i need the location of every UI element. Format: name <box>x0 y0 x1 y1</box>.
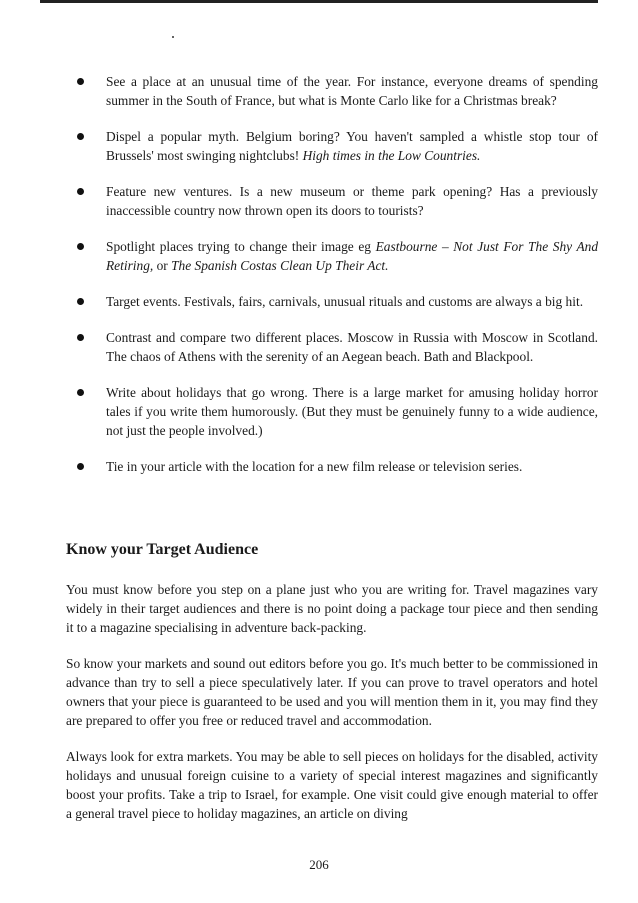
bullet-icon <box>77 133 84 140</box>
top-rule <box>40 0 598 3</box>
bullet-icon <box>77 334 84 341</box>
bullet-text: Spotlight places trying to change their image eg <box>106 239 376 254</box>
bullet-italic-text: High times in the Low Countries. <box>302 148 481 163</box>
paragraph: So know your markets and sound out editors before you go. It's much better to be commissioned in advance than try to sell a piece speculatively later. If you can prove to travel operators and hotel owners that your piece is guaranteed to be used and you will mention them in it, you may find they are prepared to offer you free or reduced travel and accommodation. <box>66 656 598 728</box>
bullet-text: or <box>153 258 172 273</box>
page-number: 206 <box>309 857 329 872</box>
bullet-icon <box>77 298 84 305</box>
list-item <box>0 292 638 311</box>
list-item <box>0 457 638 476</box>
bullet-text: Write about holidays that go wrong. There is a large market for amusing holiday horror tales if you write them humorously. (But they must be genuinely funny to a wide audience, not just the people involved.) <box>106 385 598 438</box>
bullet-icon <box>77 463 84 470</box>
bullet-italic-text: Eastbourne – Not Just For The Shy And Retiring, <box>106 239 599 273</box>
bullet-text: Feature new ventures. Is a new museum or theme park opening? Has a previously inaccessible country now thrown open its doors to tourists? <box>106 184 598 218</box>
paragraph: Always look for extra markets. You may be able to sell pieces on holidays for the disabled, activity holidays and unusual foreign cuisine to a variety of special interest magazines and significantly boost your profits. Take a trip to Israel, for example. One visit could give enough material to offer a general travel piece to holiday magazines, an article on diving <box>66 749 598 821</box>
list-item <box>0 383 638 440</box>
bullet-text: Target events. Festivals, fairs, carnivals, unusual rituals and customs are always a big hit. <box>106 294 584 309</box>
bullet-text: See a place at an unusual time of the year. For instance, everyone dreams of spending summer in the South of France, but what is Monte Carlo like for a Christmas break? <box>106 74 598 108</box>
body-text <box>66 580 598 840</box>
bullet-icon <box>77 243 84 250</box>
bullet-text: Dispel a popular myth. Belgium boring? You haven't sampled a whistle stop tour of Brussels' most swinging nightclubs! <box>106 129 598 163</box>
list-item <box>0 237 638 275</box>
bullet-list <box>0 72 638 493</box>
bullet-italic-text: The Spanish Costas Clean Up Their Act. <box>171 258 389 273</box>
list-item <box>0 72 638 110</box>
stray-mark <box>172 36 174 38</box>
section-heading: Know your Target Audience <box>66 541 259 558</box>
list-item <box>0 127 638 165</box>
bullet-icon <box>77 78 84 85</box>
bullet-text: Contrast and compare two different places. Moscow in Russia with Moscow in Scotland. The chaos of Athens with the serenity of an Aegean beach. Bath and Blackpool. <box>106 330 598 364</box>
list-item <box>0 328 638 366</box>
list-item <box>0 182 638 220</box>
bullet-text: Tie in your article with the location for a new film release or television series. <box>106 459 523 474</box>
bullet-icon <box>77 188 84 195</box>
bullet-icon <box>77 389 84 396</box>
paragraph: You must know before you step on a plane just who you are writing for. Travel magazines vary widely in their target audiences and there is no point doing a package tour piece and then sending it to a magazine specialising in adventure back-packing. <box>66 582 598 635</box>
